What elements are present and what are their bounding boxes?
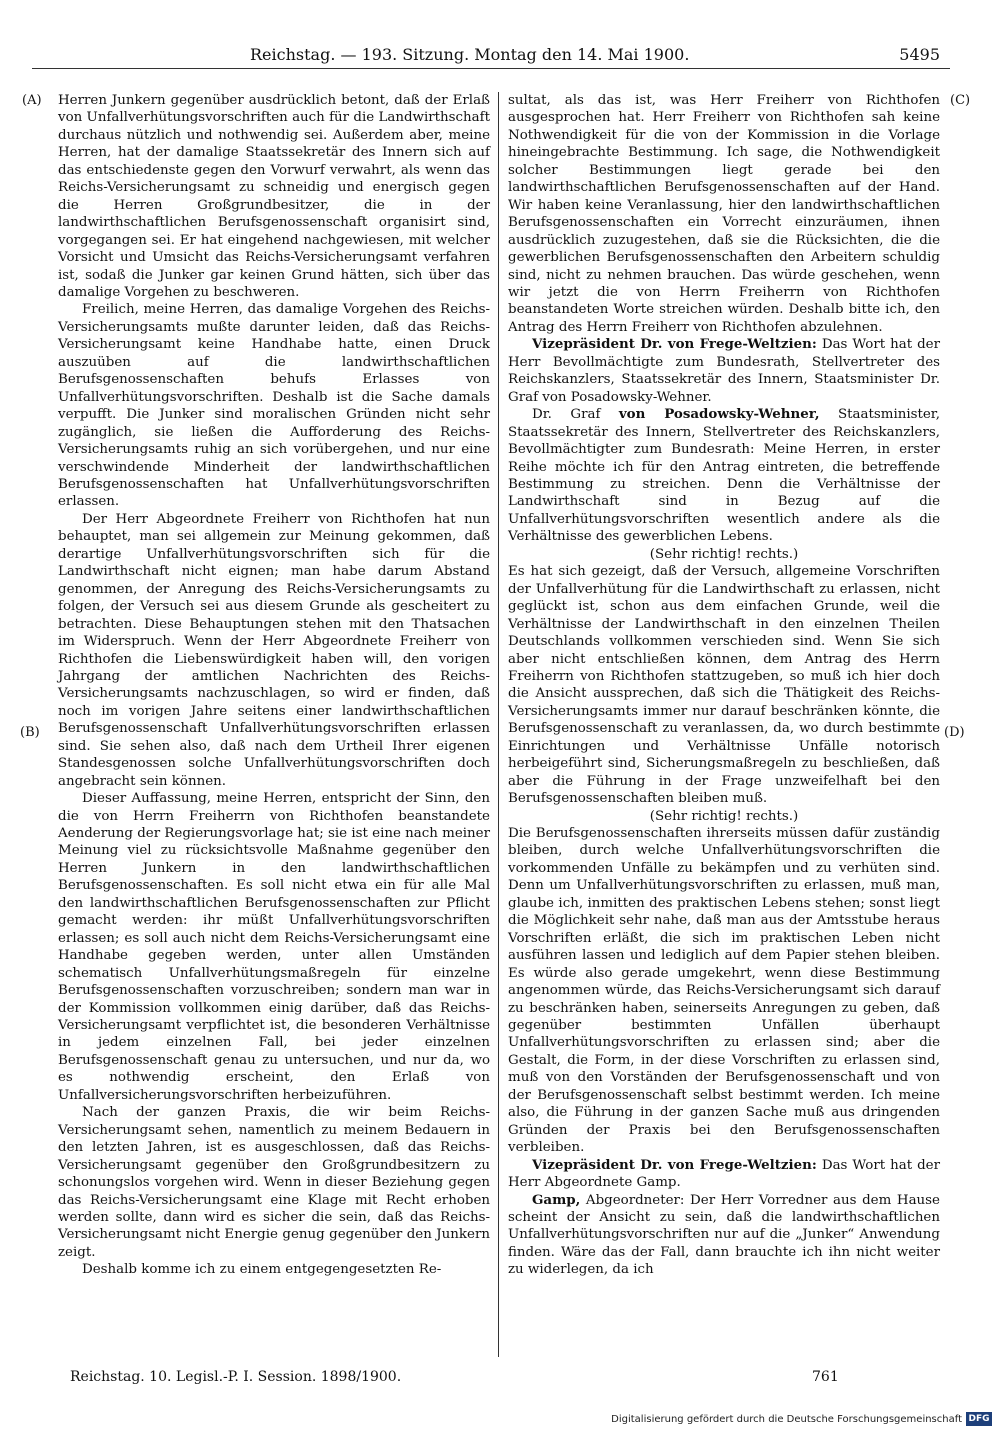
margin-marker-a: (A) xyxy=(22,93,42,108)
digitization-credit xyxy=(611,1412,992,1426)
speaker-paragraph xyxy=(508,1157,940,1192)
dfg-logo-icon: DFG xyxy=(966,1412,992,1426)
speaker-paragraph xyxy=(508,1192,940,1279)
speaker-paragraph xyxy=(508,406,940,546)
footer-session-info: Reichstag. 10. Legisl.-P. I. Session. 1898/1900. xyxy=(70,1369,402,1385)
paragraph: Es hat sich gezeigt, daß der Versuch, allgemeine Vorschriften der Unfallverhütung für die Landwirthschaft zu erlassen, nicht geglückt ist, schon aus dem einfachen Grunde, weil die Verhältnisse der Landwirthschaft in den einzelnen Theilen Deutschlands vollkommen verschieden sind. Wenn Sie sich aber nicht entschließen können, dem Antrag des Herrn Freiherrn von Richthofen stattzugeben, so muß ich hier doch die Ansicht aussprechen, daß sich die Thätigkeit des Reichs-Versicherungsamts immer nur darauf beschränken könnte, die Berufsgenossenschaft zu veranlassen, da, wo durch bestimmte Einrichtungen und Verhältnisse Unfälle notorisch herbeigeführt sind, Sicherungsmaßregeln zu beschließen, daß aber die Führung in der Frage unzweifelhaft bei den Berufsgenossenschaften bleiben muß. xyxy=(508,564,940,807)
footer-sheet-number: 761 xyxy=(812,1369,839,1385)
running-header xyxy=(60,44,940,66)
speaker-name: Gamp, xyxy=(532,1191,581,1208)
speaker-paragraph xyxy=(508,336,940,406)
left-column xyxy=(58,92,490,1279)
credit-text: Digitalisierung gefördert durch die Deutsche Forschungsgemeinschaft xyxy=(611,1413,962,1425)
right-column xyxy=(508,92,940,1279)
speaker-name: Vizepräsident Dr. von Frege-Weltzien: xyxy=(532,1156,817,1173)
page-number: 5495 xyxy=(899,45,940,64)
paragraph: Freilich, meine Herren, das damalige Vorgehen des Reichs-Versicherungsamts mußte darunter leiden, daß das Reichs-Versicherungsamt keine Handhabe hatte, einen Druck auszuüben auf die landwirthschaftlichen Berufsgenossenschaften behufs Erlasses von Unfallverhütungsvorschriften. Deshalb ist die Sache damals verpufft. Die Junker sind moralischen Gründen nicht sehr zugänglich, sie ließen die Aufforderung des Reichs-Versicherungsamts ruhig an sich vorübergehen, und nur eine verschwindende Minderheit der landwirthschaftlichen Berufsgenossenschaften hat Unfallverhütungsvorschriften erlassen. xyxy=(58,302,490,510)
margin-marker-c: (C) xyxy=(950,93,971,108)
speaker-name: Vizepräsident Dr. von Frege-Weltzien: xyxy=(532,336,817,353)
speaker-text: Das Wort hat der Herr Abgeordnete Gamp. xyxy=(508,1157,940,1191)
speaker-text: Das Wort hat der Herr Bevollmächtigte zum Bundesrath, Stellvertreter des Reichskanzlers, Staatssekretär des Innern, Staatsminister Dr. Graf von Posadowsky-Wehner. xyxy=(508,337,940,405)
paragraph: Dieser Auffassung, meine Herren, entspricht der Sinn, den die von Herrn Freiherrn von Richthofen beanstandete Aenderung der Regierungsvorlage hat; sie ist eine nach meiner Meinung viel zu rücksichtsvolle Maßnahme gegenüber den Herren Junkern in den landwirthschaftlichen Berufsgenossenschaften. Es soll nicht etwa ein für alle Mal den landwirthschaftlichen Berufsgenossenschaften zur Pflicht gemacht werden: ihr müßt Unfallverhütungsvorschriften erlassen; es soll auch nicht dem Reichs-Versicherungsamt eine Handhabe gegeben werden, unter allen Umständen schematisch Unfallverhütungsmaßregeln für einzelne Berufsgenossenschaften vorzuschreiben; sondern man war in der Kommission vollkommen einig darüber, daß das Reichs-Versicherungsamt verpflichtet ist, die besonderen Verhältnisse in jedem einzelnen Fall, bei jeder einzelnen Berufsgenossenschaft genau zu untersuchen, und nur da, wo es nothwendig erscheint, den Erlaß von Unfallversicherungsvorschriften herbeizuführen. xyxy=(58,791,491,1103)
paragraph: Die Berufsgenossenschaften ihrerseits müssen dafür zuständig bleiben, durch welche Unfallverhütungsvorschriften die vorkommenden Unfälle zu bekämpfen und zu verhüten sind. Denn um Unfallverhütungsvorschriften zu erlassen, muß man, glaube ich, inmitten des praktischen Lebens stehen; sonst liegt die Möglichkeit sehr nahe, daß man aus der Amtsstube heraus Vorschriften erläßt, die sich im praktischen Leben nicht ausführen lassen und lediglich auf dem Papier stehen bleiben. Es würde also gerade umgekehrt, wenn diese Bestimmung angenommen würde, das Reichs-Versicherungsamt sich darauf zu beschränken haben, seinerseits Anregungen zu geben, daß gegenüber bestimmten Unfällen überhaupt Unfallverhütungsvorschriften zu erlassen sind; aber die Gestalt, die Form, in der diese Vorschriften zu erlassen sind, muß von den Vorständen der Berufsgenossenschaft und von der Berufsgenossenschaft selbst bestimmt werden. Ich meine also, die Führung in der ganzen Sache muß aus dringenden Gründen der Praxis bei den Berufsgenossenschaften verbleiben. xyxy=(508,826,940,1156)
paragraph: sultat, als das ist, was Herr Freiherr von Richthofen ausgesprochen hat. Herr Freiherr von Richthofen sah keine Nothwendigkeit für die von der Kommission in die Vorlage hineingebrachte Bestimmung. Ich sage, die Nothwendigkeit solcher Bestimmungen liegt gerade bei den landwirthschaftlichen Berufsgenossenschaften auf der Hand. Wir haben keine Veranlassung, hier den landwirthschaftlichen Berufsgenossenschaften ein Vorrecht einzuräumen, ihnen ausdrücklich zuzugestehen, daß sie die Rücksichten, die die gewerblichen Berufsgenossenschaften den Arbeitern schuldig sind, nicht zu nehmen brauchen. Das würde geschehen, wenn wir jetzt die von Herrn Freiherrn von Richthofen beanstandeten Worte streichen würden. Deshalb bitte ich, den Antrag des Herrn Freiherr von Richthofen abzulehnen. xyxy=(508,93,940,335)
speaker-title: Dr. Graf xyxy=(532,407,601,423)
speaker-text: Staatsminister, Staatssekretär des Innern, Stellvertreter des Reichskanzlers, Bevollmächtigter zum Bundesrath: Meine Herren, in erster Reihe möchte ich für den Antrag eintreten, die betreffende Bestimmung zu streichen. Denn die Verhältnisse der Landwirthschaft sind in Bezug auf die Unfallverhütungsvorschriften wesentlich andere als die Verhältnisse des gewerblichen Lebens. xyxy=(508,407,940,545)
interjection: (Sehr richtig! rechts.) xyxy=(649,808,799,824)
header-title: Reichstag. — 193. Sitzung. Montag den 14. Mai 1900. xyxy=(250,45,690,64)
paragraph: Der Herr Abgeordnete Freiherr von Richthofen hat nun behauptet, man sei allgemein zur Meinung gekommen, daß derartige Unfallverhütungsvorschriften sich für die Landwirthschaft nicht eignen; man habe darum Abstand genommen, der Anregung des Reichs-Versicherungsamts zu folgen, der Versuch sei aus diesem Grunde als gescheitert zu betrachten. Diese Behauptungen stehen mit den Thatsachen im Widerspruch. Wenn der Herr Abgeordnete Freiherr von Richthofen die Liebenswürdigkeit haben will, den vorigen Jahrgang der amtlichen Nachrichten des Reichs-Versicherungsamts nachzuschlagen, so wird er finden, daß noch im vorigen Jahre seitens einer landwirthschaftlichen Berufsgenossenschaft Unfallverhütungsvorschriften erlassen sind. Sie sehen also, daß nach dem Urtheil Ihrer eigenen Standesgenossen solche Unfallverhütungsvorschriften doch angebracht sein können. xyxy=(58,511,490,789)
speaker-text: Abgeordneter: Der Herr Vorredner aus dem Hause scheint der Ansicht zu sein, daß die landwirthschaftlichen Unfallverhütungsvorschriften nur auf die „Junker“ Anwendung finden. Wäre das der Fall, dann brauchte ich ihn nicht weiter zu widerlegen, da ich xyxy=(508,1192,940,1278)
paragraph: Deshalb komme ich zu einem entgegengesetzten Re- xyxy=(82,1262,442,1278)
margin-marker-b: (B) xyxy=(20,725,40,740)
header-rule xyxy=(32,68,950,69)
speaker-name: von Posadowsky-Wehner, xyxy=(618,406,820,423)
column-divider xyxy=(498,92,499,1357)
paragraph: Herren Junkern gegenüber ausdrücklich betont, daß der Erlaß von Unfallverhütungsvorschriften auch für die Landwirthschaft durchaus nützlich und nothwendig sei. Außerdem aber, meine Herren, hat der damalige Staatssekretär des Innern sich auf das entschiedenste gegen den Vorwurf verwahrt, als wenn das Reichs-Versicherungsamt zu schneidig und energisch gegen die Herren Großgrundbesitzer, die in der landwirthschaftlichen Berufsgenossenschaft organisirt sind, vorgegangen sei. Er hat eingehend nachgewiesen, mit welcher Vorsicht und Umsicht das Reichs-Versicherungsamt verfahren ist, sodaß die Junker gar keinen Grund hätten, sich über das damalige Vorgehen zu beschweren. xyxy=(58,93,490,300)
paragraph: Nach der ganzen Praxis, die wir beim Reichs-Versicherungsamt sehen, namentlich zu meinem Bedauern in den letzten Jahren, ist es ausgeschlossen, daß das Reichs-Versicherungsamt gegenüber den Großgrundbesitzern zu schonungslos vorgehen wird. Wenn in dieser Beziehung gegen das Reichs-Versicherungsamt eine Klage mit Recht erhoben werden sollte, dann wird es sicher die sein, daß das Reichs-Versicherungsamt nicht Energie genug gegenüber den Junkern zeigt. xyxy=(58,1105,490,1260)
interjection: (Sehr richtig! rechts.) xyxy=(649,546,799,562)
margin-marker-d: (D) xyxy=(944,725,965,740)
